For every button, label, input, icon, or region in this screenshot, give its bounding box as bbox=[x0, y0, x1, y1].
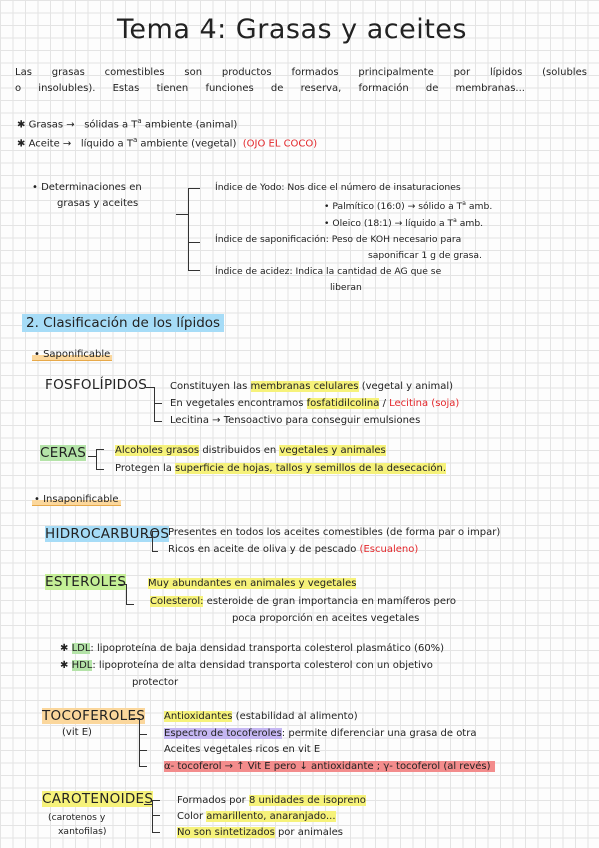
carotenoides-sub-2: xantofilas) bbox=[58, 826, 107, 837]
esteroles-line-3: poca proporción en aceites vegetales bbox=[232, 613, 420, 624]
carotenoides-heading: CAROTENOIDES bbox=[42, 791, 154, 807]
tocoferoles-line-4: α- tocoferol → ↑ Vit E pero ↓ antioxidante ; γ- tocoferol (al revés) bbox=[164, 760, 495, 774]
carotenoides-line-3: No son sintetizados por animales bbox=[177, 827, 343, 838]
intro-line-1: Las grasas comestibles son productos formados principalmente por lípidos (solubles bbox=[15, 67, 587, 78]
section-title-clasificacion: 2. Clasificación de los lípidos bbox=[22, 315, 224, 331]
hidrocarburos-line-1: Presentes en todos los aceites comestibles (de forma par o impar) bbox=[168, 527, 501, 538]
fosfolipidos-bracket bbox=[154, 387, 155, 421]
carotenoides-sub-1: (carotenos y bbox=[48, 812, 106, 823]
tocoferoles-line-1: Antioxidantes (estabilidad al alimento) bbox=[164, 711, 358, 722]
hdl-line: ✱ HDL: lipoproteína de alta densidad transporta colesterol con un objetivo bbox=[60, 660, 433, 671]
indice-saponificacion-cont: saponificar 1 g de grasa. bbox=[368, 250, 482, 261]
coco-note: (OJO EL COCO) bbox=[242, 138, 318, 150]
ceras-line-1: Alcoholes grasos distribuidos en vegetales y animales bbox=[115, 445, 386, 456]
hdl-line-2: protector bbox=[132, 677, 179, 688]
asterisk-icon: ✱ bbox=[17, 119, 26, 131]
esteroles-line-2: Colesterol: esteroide de gran importancia en mamíferos pero bbox=[150, 596, 457, 607]
carotenoides-bracket bbox=[152, 800, 153, 832]
grasas-line: ✱ Grasas → sólidas a $T^a$ ambiente (animal) bbox=[17, 117, 238, 131]
indice-acidez: Índice de acidez: Indica la cantidad de AG que se bbox=[215, 266, 442, 277]
bracket-connector bbox=[176, 214, 188, 215]
asterisk-icon: ✱ bbox=[17, 138, 26, 150]
tocoferoles-line-3: Aceites vegetales ricos en vit E bbox=[164, 744, 321, 755]
aceite-line: ✱ Aceite → líquido a $T^a$ ambiente (vegetal) (OJO EL COCO) bbox=[17, 136, 318, 150]
fosfolipidos-line-1: Constituyen las membranas celulares (vegetal y animal) bbox=[170, 381, 454, 392]
carotenoides-line-1: Formados por 8 unidades de isopreno bbox=[177, 795, 366, 806]
page-title: Tema 4: Grasas y aceites bbox=[117, 14, 467, 45]
tocoferoles-sub: (vit E) bbox=[62, 727, 92, 738]
ceras-bracket bbox=[96, 449, 97, 469]
tocoferoles-line-2: Espectro de tocoferoles: permite diferenciar una grasa de otra bbox=[164, 728, 477, 739]
determinaciones-label: • Determinaciones en grasas y aceites bbox=[32, 182, 142, 209]
ceras-line-2: Protegen la superficie de hojas, tallos y semillos de la desecación. bbox=[115, 463, 447, 474]
esteroles-heading: ESTEROLES bbox=[45, 574, 127, 590]
carotenoides-line-2: Color amarillento, anaranjado... bbox=[177, 811, 336, 822]
ldl-line: ✱ LDL: lipoproteína de baja densidad transporta colesterol plasmático (60%) bbox=[60, 643, 445, 654]
indice-yodo: Índice de Yodo: Nos dice el número de insaturaciones bbox=[215, 182, 461, 193]
tocoferoles-heading: TOCOFEROLES bbox=[42, 708, 146, 724]
esteroles-line-1: Muy abundantes en animales y vegetales bbox=[148, 578, 357, 589]
determinaciones-bracket bbox=[188, 188, 189, 270]
oleico-line: • Oleico (18:1) → líquido a $T^a$ amb. bbox=[324, 217, 484, 230]
fosfolipidos-line-3: Lecitina → Tensoactivo para conseguir emulsiones bbox=[170, 415, 421, 426]
saponificable-heading: • Saponificable bbox=[34, 349, 111, 360]
tocoferoles-bracket bbox=[139, 718, 140, 766]
ceras-heading: CERAS bbox=[40, 445, 87, 461]
asterisk-icon: ✱ bbox=[60, 660, 69, 671]
palmitico-line: • Palmítico (16:0) → sólido a $T^a$ amb. bbox=[324, 200, 493, 213]
hidrocarburos-line-2: Ricos en aceite de oliva y de pescado (Escualeno) bbox=[168, 544, 419, 555]
esteroles-bracket bbox=[126, 584, 127, 604]
intro-paragraph bbox=[15, 66, 587, 96]
indice-saponificacion: Índice de saponificación: Peso de KOH necesario para bbox=[215, 234, 462, 245]
hidrocarburos-bracket bbox=[152, 531, 153, 551]
fosfolipidos-line-2: En vegetales encontramos fosfatidilcolina / Lecitina (soja) bbox=[170, 398, 460, 409]
insaponificable-heading: • Insaponificable bbox=[34, 494, 119, 505]
asterisk-icon: ✱ bbox=[60, 643, 69, 654]
indice-acidez-cont: liberan bbox=[330, 282, 362, 293]
hidrocarburos-heading: HIDROCARBUROS bbox=[45, 526, 170, 542]
intro-line-2: o insolubles). Estas tienen funciones de reserva, formación de membranas... bbox=[15, 83, 525, 94]
fosfolipidos-heading: FOSFOLÍPIDOS bbox=[45, 377, 148, 393]
